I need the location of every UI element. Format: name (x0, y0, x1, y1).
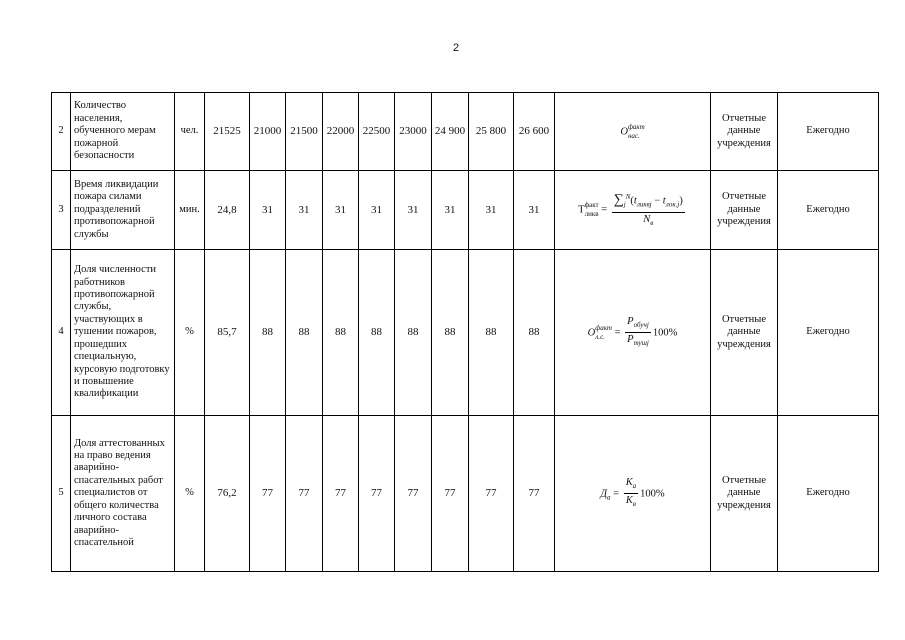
row-number: 2 (52, 93, 71, 171)
data-source: Отчетные данные учреждения (711, 171, 778, 250)
value-cell: 88 (514, 250, 555, 416)
term-1-sub: ликвj (636, 200, 652, 209)
value-cell: 26 600 (514, 93, 555, 171)
formula-sub: нас. (627, 131, 640, 140)
formula-cell (555, 250, 711, 416)
formula-tail: 100% (640, 487, 665, 499)
value-cell: 21000 (250, 93, 286, 171)
value-cell: 88 (359, 250, 395, 416)
num-main: К (625, 476, 633, 488)
value-cell: 88 (250, 250, 286, 416)
value-cell: 85,7 (205, 250, 250, 416)
term-2-sub: лок.j (665, 200, 680, 209)
page-number: 2 (452, 42, 460, 54)
value-cell: 77 (250, 416, 286, 572)
formula-numerator (612, 191, 685, 213)
formula-main: О (620, 125, 628, 137)
formula-lhs-sup: факт (584, 201, 599, 209)
formula-eq: = (614, 326, 621, 338)
formula-lhs: Т (578, 204, 585, 216)
formula-sup: факт (627, 122, 645, 131)
paren-open: ( (630, 195, 634, 207)
value-cell: 22500 (359, 93, 395, 171)
periodicity: Ежегодно (778, 171, 879, 250)
value-cell: 21500 (286, 93, 323, 171)
formula-eq: = (613, 487, 620, 499)
value-cell: 31 (250, 171, 286, 250)
formula-cell (555, 171, 711, 250)
row-number: 4 (52, 250, 71, 416)
formula-numerator (624, 477, 638, 495)
periodicity: Ежегодно (778, 250, 879, 416)
formula-lhs-sub: л.с. (595, 332, 605, 341)
minus-sign: − (654, 195, 661, 207)
value-cell: 88 (469, 250, 514, 416)
den-sub: туш (633, 339, 647, 348)
num-sub: а (632, 481, 637, 490)
unit: чел. (175, 93, 205, 171)
value-cell: 31 (359, 171, 395, 250)
unit: мин. (175, 171, 205, 250)
formula-tail: 100% (652, 326, 678, 338)
value-cell: 24,8 (205, 171, 250, 250)
formula-lhs: Д (600, 487, 608, 499)
table-row (52, 93, 879, 171)
den-main: N (643, 213, 651, 225)
value-cell: 77 (286, 416, 323, 572)
formula-lhs-sup: факт (595, 323, 612, 332)
formula-denominator (624, 494, 638, 511)
value-cell: 88 (286, 250, 323, 416)
formula-denominator (625, 333, 651, 350)
data-source: Отчетные данные учреждения (711, 250, 778, 416)
den-sub: в (650, 218, 654, 227)
value-cell: 25 800 (469, 93, 514, 171)
value-cell: 24 900 (432, 93, 469, 171)
value-cell: 77 (395, 416, 432, 572)
table-row (52, 250, 879, 416)
sum-sup: N (625, 192, 631, 201)
indicators-table (51, 92, 879, 572)
value-cell: 22000 (323, 93, 359, 171)
den-sub-index: j (646, 339, 649, 348)
value-cell: 23000 (395, 93, 432, 171)
value-cell: 31 (469, 171, 514, 250)
table-row (52, 171, 879, 250)
indicator-name: Доля аттестованных на право ведения аварийно-спасательных работ специалистов от общего количества личного состава аварийно-спасательной (71, 416, 175, 572)
value-cell: 31 (286, 171, 323, 250)
row-number: 3 (52, 171, 71, 250)
formula-denominator (612, 213, 685, 230)
value-cell: 31 (395, 171, 432, 250)
periodicity: Ежегодно (778, 93, 879, 171)
num-main: Р (627, 315, 634, 327)
term-1: t (633, 195, 637, 207)
value-cell: 77 (432, 416, 469, 572)
sum-sign: ∑ (613, 192, 624, 208)
row-number: 5 (52, 416, 71, 572)
paren-close: ) (679, 195, 683, 207)
data-source: Отчетные данные учреждения (711, 93, 778, 171)
num-sub: обуч (633, 320, 647, 329)
value-cell: 77 (514, 416, 555, 572)
unit: % (175, 416, 205, 572)
value-cell: 76,2 (205, 416, 250, 572)
indicator-name: Количество населения, обученного мерам пожарной безопасности (71, 93, 175, 171)
value-cell: 77 (359, 416, 395, 572)
indicator-name: Время ликвидации пожара силами подразделений противопожарной службы (71, 171, 175, 250)
formula-fraction (625, 316, 651, 350)
formula-lhs-sub: ликв (584, 210, 599, 218)
den-main: Р (627, 334, 634, 345)
value-cell: 31 (432, 171, 469, 250)
value-cell: 88 (395, 250, 432, 416)
formula-lhs-sub: а (607, 493, 611, 501)
formula-numerator (625, 316, 651, 334)
unit: % (175, 250, 205, 416)
value-cell: 21525 (205, 93, 250, 171)
formula-lhs: О (587, 326, 596, 338)
value-cell: 31 (514, 171, 555, 250)
indicator-name: Доля численности работников противопожарной службы, участвующих в тушении пожаров, прошедших специальную, курсовую подготовку и повышение квалификации (71, 250, 175, 416)
formula-fraction (624, 477, 638, 511)
sum-sub: j (623, 200, 626, 209)
formula-cell (555, 416, 711, 572)
den-main: К (625, 495, 633, 506)
formula-cell (555, 93, 711, 171)
term-2: t (662, 195, 666, 207)
data-source: Отчетные данные учреждения (711, 416, 778, 572)
value-cell: 31 (323, 171, 359, 250)
periodicity: Ежегодно (778, 416, 879, 572)
value-cell: 88 (432, 250, 469, 416)
formula-fraction (612, 191, 685, 230)
table-row (52, 416, 879, 572)
formula-eq: = (601, 204, 608, 216)
value-cell: 88 (323, 250, 359, 416)
num-sub-index: j (646, 320, 649, 329)
value-cell: 77 (469, 416, 514, 572)
value-cell: 77 (323, 416, 359, 572)
den-sub: в (632, 500, 636, 509)
